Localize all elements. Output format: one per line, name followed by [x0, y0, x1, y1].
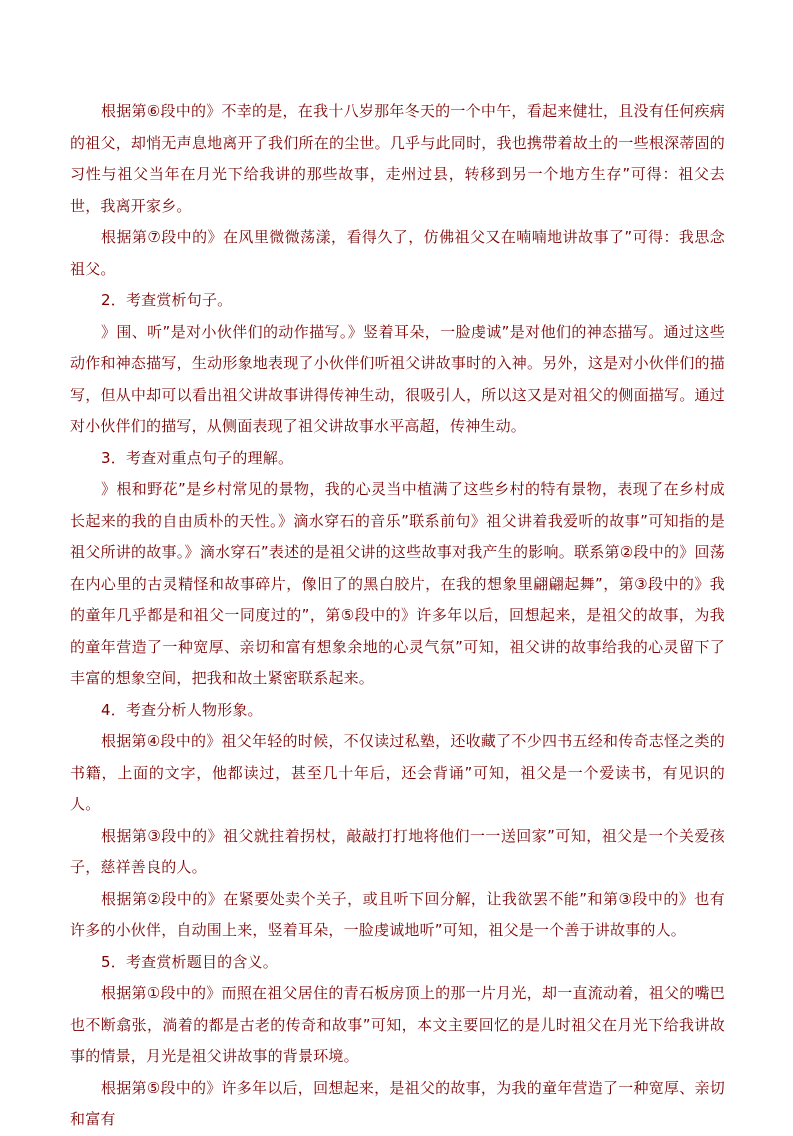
paragraph: 根据第①段中的》而照在祖父居住的青石板房顶上的那一片月光，却一直流动着，祖父的嘴巴也不断翕张，淌着的都是古老的传奇和故事”可知，本文主要回忆的是儿时祖父在月光下给我讲故事的情景，月光是祖父讲故事的背景环境。 [70, 984, 725, 1065]
paragraph: 》围、听”是对小伙伴们的动作描写。》竖着耳朵，一脸虔诚”是对他们的神态描写。通过这些动作和神态描写，生动形象地表现了小伙伴们听祖父讲故事时的入神。另外，这是对小伙伴们的描写，但从中却可以看出祖父讲故事讲得传神生动，很吸引人，所以这又是对祖父的侧面描写。通过对小伙伴们的描写，从侧面表现了祖父讲故事水平高超，传神生动。 [70, 322, 725, 435]
section-heading: 5．考查赏析题目的含义。 [101, 952, 278, 971]
paragraph: 根据第④段中的》祖父年轻的时候，不仅读过私塾，还收藏了不少四书五经和传奇志怪之类的书籍，上面的文字，他都读过，甚至几十年后，还会背诵”可知，祖父是一个爱读书，有见识的人。 [70, 732, 725, 813]
paragraph: 根据第③段中的》祖父就拄着拐杖，敲敲打打地将他们一一送回家”可知，祖父是一个关爱孩子，慈祥善良的人。 [70, 826, 725, 876]
section-heading: 2．考查赏析句子。 [101, 291, 233, 309]
paragraph: 根据第⑥段中的》不幸的是，在我十八岁那年冬天的一个中午，看起来健壮，且没有任何疾病的祖父，却悄无声息地离开了我们所在的尘世。几乎与此同时，我也携带着故土的一些根深蒂固的习性与祖父当年在月光下给我讲的那些故事，走州过县，转移到另一个地方生存”可得：祖父去世，我离开家乡。 [70, 102, 725, 215]
paragraph: 根据第⑤段中的》许多年以后，回想起来，是祖父的故事，为我的童年营造了一种宽厚、亲切和富有 [70, 1078, 725, 1128]
paragraph: 根据第②段中的》在紧要处卖个关子，或且听下回分解，让我欲罢不能”和第③段中的》也有许多的小伙伴，自动围上来，竖着耳朵，一脸虔诚地听”可知，祖父是一个善于讲故事的人。 [70, 889, 725, 939]
document-body [70, 96, 725, 1136]
section-heading: 4．考查分析人物形象。 [101, 700, 263, 719]
paragraph: 》根和野花”是乡村常见的景物，我的心灵当中植满了这些乡村的特有景物，表现了在乡村成长起来的我的自由质朴的天性。》滴水穿石的音乐”联系前句》祖父讲着我爱听的故事”可知指的是祖父所讲的故事。》滴水穿石”表述的是祖父讲的这些故事对我产生的影响。联系第②段中的》回荡在内心里的古灵精怪和故事碎片，像旧了的黑白胶片，在我的想象里翩翩起舞”，第③段中的》我的童年几乎都是和祖父一同度过的”，第⑤段中的》许多年以后，回想起来，是祖父的故事，为我的童年营造了一种宽厚、亲切和富有想象余地的心灵气氛”可知，祖父讲的故事给我的心灵留下了丰富的想象空间，把我和故土紧密联系起来。 [70, 480, 725, 687]
paragraph: 根据第⑦段中的》在风里微微荡漾，看得久了，仿佛祖父又在喃喃地讲故事了”可得：我思念祖父。 [70, 228, 725, 278]
section-heading: 3．考查对重点句子的理解。 [101, 448, 294, 467]
